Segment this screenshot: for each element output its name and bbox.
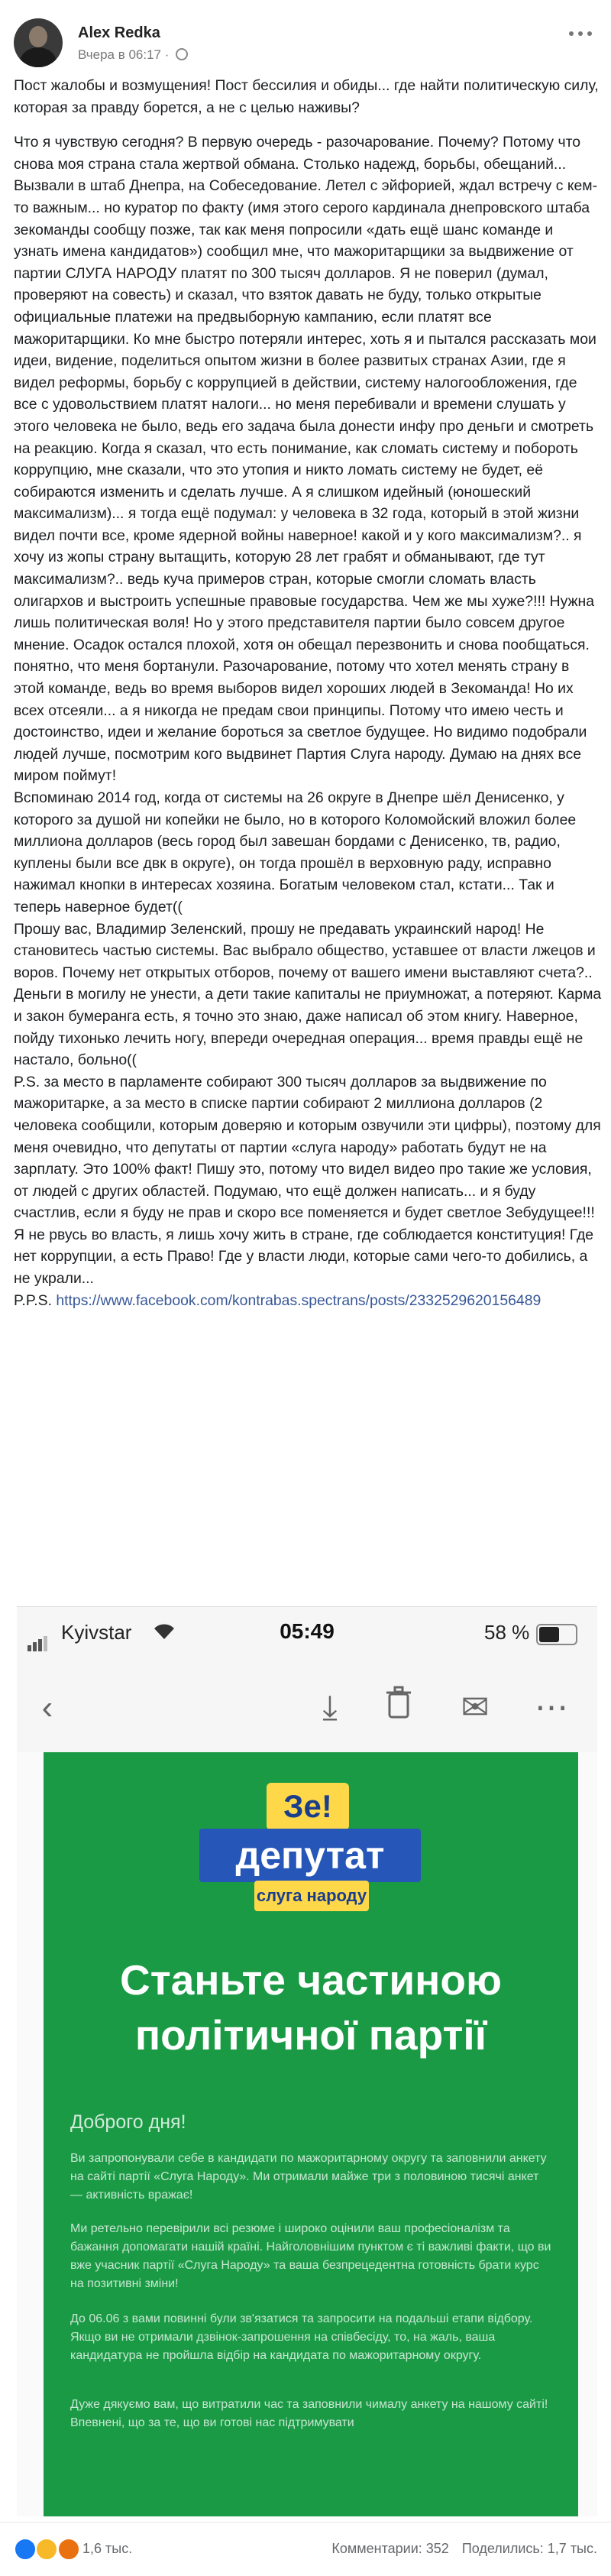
post-body: [14, 75, 602, 1324]
logo-deputat: депутат: [199, 1829, 421, 1882]
more-icon[interactable]: ⋯: [535, 1689, 568, 1726]
engagement-counts: [331, 2541, 597, 2557]
reaction-icons[interactable]: [14, 2538, 76, 2561]
email-title: Станьте частиною політичної партії: [120, 1956, 502, 2059]
post-footer: [0, 2522, 611, 2576]
mail-toolbar: [17, 1662, 597, 1752]
attached-screenshot[interactable]: [17, 1606, 597, 2516]
phone-status-bar: [17, 1607, 597, 1662]
post-link[interactable]: https://www.facebook.com/kontrabas.spectrans/posts/2332529620156489: [56, 1291, 541, 1309]
shares-count[interactable]: Поделились: 1,7 тыс.: [461, 2541, 597, 2556]
post-meta: [78, 47, 188, 63]
reaction-count[interactable]: 1,6 тыс.: [82, 2541, 133, 2556]
mail-icon[interactable]: ✉: [461, 1689, 490, 1726]
status-time: 05:49: [280, 1619, 335, 1643]
post-paragraph: Пост жалобы и возмущения! Пост бессилия и обиды... где найти политическую силу, которая за правду борется, а не с целью наживы?: [14, 77, 599, 116]
post-timestamp[interactable]: Вчера в 06:17: [78, 47, 162, 62]
delete-icon[interactable]: [376, 1685, 422, 1731]
logo-ze: Зе!: [267, 1783, 349, 1830]
carrier-name: Kyivstar: [61, 1621, 132, 1644]
author-name[interactable]: Alex Redka: [78, 24, 160, 41]
logo-sluga: слуга народу: [254, 1881, 369, 1911]
battery-percent: 58 %: [484, 1621, 530, 1644]
battery-icon: [536, 1624, 577, 1645]
comments-count[interactable]: Комментарии: 352: [331, 2541, 449, 2556]
email-paragraph: До 06.06 з вами повинні були зв'язатися та запросити на подальші етапи відбору. Якщо ви не отримали дзвінок-запрошення на співбесіду, то, на жаль, ваша кандидатура не пройшла відбір на кандидата по мажоритарному округу.: [70, 2312, 533, 2362]
email-greeting: Доброго дня!: [70, 2111, 186, 2133]
ze-deputat-logo: [199, 1783, 421, 1920]
avatar[interactable]: [14, 18, 63, 67]
like-reaction-icon: [14, 2538, 37, 2561]
angry-reaction-icon: [57, 2538, 80, 2561]
haha-reaction-icon: [35, 2538, 58, 2561]
globe-icon: [176, 48, 188, 60]
post-paragraph: Что я чувствую сегодня? В первую очередь - разочарование. Почему? Потому что снова моя страна стала жертвой обмана. Столько надежд, борьбы, обещаний... Вызвали в штаб Днепра, на Собеседование. Летел с эйфорией, ждал встречу с кем-то важным... но куратор по факту (имя этого серого кардинала днепровского штаба зекоманды сообщу позже, так как меня попросили «дать ещё шанс команде и узнать имена кандидатов») сообщил мне, что мажоритарщики за выдвижение от партии СЛУГА НАРОДУ платят по 300 тысяч долларов. Я не поверил (думал, проверяют на совесть) и сказал, что взяток давать не буду, только открытые официальные платежи на предвыборную кампанию, если платят все мажоритарщики. Ко мне быстро потеряли интерес, хоть я и пытался рассказать мои идеи, видение, поделиться опытом жизни в более развитых странах Азии, где я видел реформы, борьбу с коррупцией в действии, систему налогообложения, где все с удовольствием платят налоги... но меня перебивали и времени слушать у этого человека не было, ведь его задача была донести инфу про деньги и смотреть на реакцию. Когда я сказал, что есть понимание, как сломать систему и побороть коррупцию, мне сказали, что это утопия и никто ломать систему не будет, её собираются изменить и сделать лучше. А я слишком идейный (юношеский максимализм)... я тогда ещё подумал: у человека в 32 года, который в этой жизни видел почти все, кроме ядерной войны наверное! какой и у кого максимализм?.. я хочу из жопы страну вытащить, которую 28 лет грабят и обманывают, где тут максимализм?.. ведь куча примеров стран, которые смогли сломать власть олигархов и выстроить успешные правовые государства. Чем же мы хуже?!!! Нужна лишь политическая воля! Но у этого представителя партии было совсем другое мнение. Осадок остался плохой, хотя он обещал перезвонить и снова пообщаться. понятно, что меня бортанули. Разочарование, потому что хотел менять страну в этой команде, ведь во время выборов видел хороших людей в Зекоманда! Но их всех отсеяли... а я никогда не предам свои принципы. Потому что имею честь и достоинство, идеи и желание бороться за светлое будущее. Но видимо подобрали людей лучше, посмотрим кого выдвинет Партия Слуга народу. Думаю на днях все миром поймут! Вспоминаю 2014 год, когда от системы на 26 округе в Днепре шёл Денисенко, у которого за душой ни копейки не было, но в которого Коломойский вложил более миллиона долларов (весь город был завешан бордами с Денисенко, тв, радио, куплены были все двк в округе), он тогда прошёл в верховную раду, исправно нажимал кнопки в интересах хозяина. Богатым человеком стал, кстати... Так и теперь наверное будет(( Прошу вас, Владимир Зеленский, прошу не предавать украинский народ! Не становитесь частью системы. Вас выбрало общество, уставшее от власти лжецов и воров. Почему нет открытых отборов, почему от вашего имени выставляют счета?.. Деньги в могилу не унести, а дети такие капиталы не приумножат, а потеряют. Карма и закон бумеранга есть, я точно это знаю, даже написал об этом книгу. Наверное, пойду тихонько лечить ногу, впереди очередная операция... время правды ещё не настало, больно(( P.S. за место в парламенте собирают 300 тысяч долларов за выдвижение по мажоритарке, а за место в списке партии собирают 2 миллиона долларов (2 человека сообщили, которым доверяю и которым озвучили эти цифры), поэтому для меня очевидно, что депутаты от партии «слуга народу» работать будут не на зарплату. Это 100% факт! Пишу это, потому что видел видео про такие же условия, от людей с других областей. Подумаю, что ещё должен написать... и я буду счастлив, если я буду не прав и скоро все поменяется и будет светлое Зебудущее!!! Я не рвусь во власть, я лишь хочу жить в стране, где соблюдается конституция! Где нет коррупции, а есть Право! Где у власти люди, которые сами чего-то добились, а не украли... P.P.S. https://www.facebook.com/kontrabas.spectrans/posts/2332529620156489: [14, 134, 602, 1309]
meta-separator: ·: [164, 47, 170, 62]
email-paragraph: Ми ретельно перевірили всі резюме і широко оцінили ваш професіоналізм та бажання допомагати нашій країні. Найголовнішим пунктом є ті важливі факти, що ви вже учасник партії «Слуга Народу» та ваша безпрецедентна готовність брати курс на позитивні зміни!: [70, 2222, 551, 2290]
email-paragraph: Ви запропонували себе в кандидати по мажоритарному округу та заповнили анкету на сайті партії «Слуга Народу». Ми отримали майже три з половиною тисячі анкет — активність вражає!: [70, 2152, 547, 2202]
email-content: [44, 1752, 578, 2516]
post-header: [14, 14, 597, 67]
archive-icon[interactable]: ⤓: [322, 1689, 338, 1726]
more-options-button[interactable]: [567, 26, 597, 41]
email-paragraph: Дуже дякуємо вам, що витратили час та заповнили чималу анкету на нашому сайті! Впевнені, що за те, що ви готові нас підтримувати: [70, 2398, 548, 2429]
back-icon[interactable]: ‹: [41, 1689, 53, 1726]
